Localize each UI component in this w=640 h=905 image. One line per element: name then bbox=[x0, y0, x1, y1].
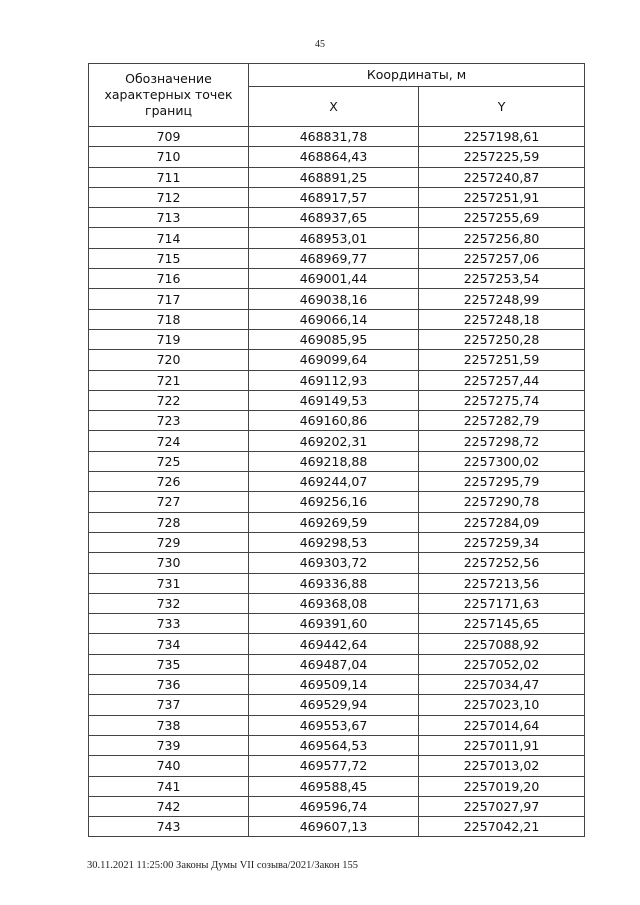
cell-point: 710 bbox=[89, 147, 249, 167]
cell-y: 2257034,47 bbox=[419, 675, 585, 695]
cell-y: 2257042,21 bbox=[419, 817, 585, 837]
cell-y: 2257250,28 bbox=[419, 329, 585, 349]
cell-y: 2257300,02 bbox=[419, 451, 585, 471]
table-row bbox=[89, 776, 585, 796]
cell-y: 2257145,65 bbox=[419, 614, 585, 634]
cell-y: 2257255,69 bbox=[419, 208, 585, 228]
cell-x: 469244,07 bbox=[249, 472, 419, 492]
cell-y: 2257013,02 bbox=[419, 756, 585, 776]
cell-point: 743 bbox=[89, 817, 249, 837]
table-row bbox=[89, 228, 585, 248]
cell-point: 736 bbox=[89, 675, 249, 695]
cell-point: 711 bbox=[89, 167, 249, 187]
cell-x: 469099,64 bbox=[249, 350, 419, 370]
cell-x: 468937,65 bbox=[249, 208, 419, 228]
table-row bbox=[89, 695, 585, 715]
cell-point: 741 bbox=[89, 776, 249, 796]
cell-x: 469149,53 bbox=[249, 390, 419, 410]
cell-x: 469298,53 bbox=[249, 532, 419, 552]
cell-y: 2257259,34 bbox=[419, 532, 585, 552]
cell-y: 2257052,02 bbox=[419, 654, 585, 674]
cell-x: 469553,67 bbox=[249, 715, 419, 735]
cell-x: 468831,78 bbox=[249, 127, 419, 147]
cell-x: 469509,14 bbox=[249, 675, 419, 695]
cell-point: 721 bbox=[89, 370, 249, 390]
cell-point: 735 bbox=[89, 654, 249, 674]
cell-x: 469577,72 bbox=[249, 756, 419, 776]
table-row bbox=[89, 472, 585, 492]
cell-y: 2257014,64 bbox=[419, 715, 585, 735]
cell-point: 739 bbox=[89, 735, 249, 755]
cell-y: 2257275,74 bbox=[419, 390, 585, 410]
cell-point: 714 bbox=[89, 228, 249, 248]
header-x: X bbox=[249, 87, 419, 127]
cell-x: 469442,64 bbox=[249, 634, 419, 654]
coordinates-table bbox=[88, 63, 585, 837]
table-row bbox=[89, 796, 585, 816]
table-row bbox=[89, 532, 585, 552]
cell-x: 469160,86 bbox=[249, 411, 419, 431]
cell-x: 469202,31 bbox=[249, 431, 419, 451]
cell-y: 2257252,56 bbox=[419, 553, 585, 573]
cell-point: 740 bbox=[89, 756, 249, 776]
cell-point: 719 bbox=[89, 329, 249, 349]
table-row bbox=[89, 593, 585, 613]
header-y: Y bbox=[419, 87, 585, 127]
cell-y: 2257257,44 bbox=[419, 370, 585, 390]
table-row bbox=[89, 715, 585, 735]
cell-x: 469607,13 bbox=[249, 817, 419, 837]
cell-point: 723 bbox=[89, 411, 249, 431]
cell-x: 469391,60 bbox=[249, 614, 419, 634]
table-row bbox=[89, 370, 585, 390]
cell-y: 2257019,20 bbox=[419, 776, 585, 796]
table-row bbox=[89, 167, 585, 187]
cell-y: 2257251,59 bbox=[419, 350, 585, 370]
cell-point: 729 bbox=[89, 532, 249, 552]
cell-y: 2257248,18 bbox=[419, 309, 585, 329]
table-row bbox=[89, 187, 585, 207]
cell-x: 469596,74 bbox=[249, 796, 419, 816]
cell-y: 2257290,78 bbox=[419, 492, 585, 512]
cell-point: 722 bbox=[89, 390, 249, 410]
cell-y: 2257248,99 bbox=[419, 289, 585, 309]
cell-x: 469269,59 bbox=[249, 512, 419, 532]
cell-point: 713 bbox=[89, 208, 249, 228]
cell-y: 2257023,10 bbox=[419, 695, 585, 715]
cell-y: 2257256,80 bbox=[419, 228, 585, 248]
cell-point: 742 bbox=[89, 796, 249, 816]
cell-x: 469066,14 bbox=[249, 309, 419, 329]
cell-point: 724 bbox=[89, 431, 249, 451]
cell-point: 728 bbox=[89, 512, 249, 532]
cell-point: 725 bbox=[89, 451, 249, 471]
table-row bbox=[89, 350, 585, 370]
cell-x: 469085,95 bbox=[249, 329, 419, 349]
cell-x: 468917,57 bbox=[249, 187, 419, 207]
cell-x: 469368,08 bbox=[249, 593, 419, 613]
table-row bbox=[89, 309, 585, 329]
cell-point: 737 bbox=[89, 695, 249, 715]
cell-x: 468953,01 bbox=[249, 228, 419, 248]
cell-x: 469336,88 bbox=[249, 573, 419, 593]
cell-x: 469529,94 bbox=[249, 695, 419, 715]
cell-point: 727 bbox=[89, 492, 249, 512]
cell-x: 469112,93 bbox=[249, 370, 419, 390]
table-row bbox=[89, 735, 585, 755]
cell-x: 468891,25 bbox=[249, 167, 419, 187]
cell-point: 732 bbox=[89, 593, 249, 613]
table-row bbox=[89, 390, 585, 410]
cell-y: 2257198,61 bbox=[419, 127, 585, 147]
cell-point: 738 bbox=[89, 715, 249, 735]
cell-x: 469256,16 bbox=[249, 492, 419, 512]
table-row bbox=[89, 675, 585, 695]
table-row bbox=[89, 756, 585, 776]
table-row bbox=[89, 512, 585, 532]
cell-point: 733 bbox=[89, 614, 249, 634]
cell-y: 2257240,87 bbox=[419, 167, 585, 187]
table-row bbox=[89, 329, 585, 349]
table-row bbox=[89, 614, 585, 634]
table-row bbox=[89, 817, 585, 837]
table-row bbox=[89, 147, 585, 167]
cell-y: 2257171,63 bbox=[419, 593, 585, 613]
cell-y: 2257027,97 bbox=[419, 796, 585, 816]
cell-point: 715 bbox=[89, 248, 249, 268]
table-row bbox=[89, 634, 585, 654]
cell-point: 709 bbox=[89, 127, 249, 147]
table-header bbox=[89, 64, 585, 127]
cell-y: 2257213,56 bbox=[419, 573, 585, 593]
cell-y: 2257257,06 bbox=[419, 248, 585, 268]
cell-y: 2257253,54 bbox=[419, 269, 585, 289]
cell-y: 2257298,72 bbox=[419, 431, 585, 451]
cell-point: 726 bbox=[89, 472, 249, 492]
table-row bbox=[89, 289, 585, 309]
cell-y: 2257225,59 bbox=[419, 147, 585, 167]
cell-point: 712 bbox=[89, 187, 249, 207]
cell-point: 734 bbox=[89, 634, 249, 654]
table-row bbox=[89, 431, 585, 451]
cell-x: 469038,16 bbox=[249, 289, 419, 309]
cell-x: 469564,53 bbox=[249, 735, 419, 755]
cell-point: 731 bbox=[89, 573, 249, 593]
cell-point: 718 bbox=[89, 309, 249, 329]
cell-y: 2257284,09 bbox=[419, 512, 585, 532]
cell-x: 469487,04 bbox=[249, 654, 419, 674]
cell-y: 2257282,79 bbox=[419, 411, 585, 431]
cell-x: 469218,88 bbox=[249, 451, 419, 471]
cell-y: 2257088,92 bbox=[419, 634, 585, 654]
table-body bbox=[89, 127, 585, 837]
cell-y: 2257251,91 bbox=[419, 187, 585, 207]
document-footer: 30.11.2021 11:25:00 Законы Думы VII созыва/2021/Закон 155 bbox=[87, 860, 359, 871]
cell-x: 469588,45 bbox=[249, 776, 419, 796]
cell-y: 2257295,79 bbox=[419, 472, 585, 492]
table-row bbox=[89, 654, 585, 674]
table-row bbox=[89, 127, 585, 147]
table-row bbox=[89, 248, 585, 268]
cell-x: 468969,77 bbox=[249, 248, 419, 268]
cell-x: 469303,72 bbox=[249, 553, 419, 573]
cell-point: 730 bbox=[89, 553, 249, 573]
table-row bbox=[89, 553, 585, 573]
header-coordinates: Координаты, м bbox=[249, 64, 585, 87]
cell-point: 716 bbox=[89, 269, 249, 289]
cell-y: 2257011,91 bbox=[419, 735, 585, 755]
cell-x: 469001,44 bbox=[249, 269, 419, 289]
cell-x: 468864,43 bbox=[249, 147, 419, 167]
table-row bbox=[89, 208, 585, 228]
cell-point: 720 bbox=[89, 350, 249, 370]
cell-point: 717 bbox=[89, 289, 249, 309]
table-row bbox=[89, 492, 585, 512]
table-row bbox=[89, 269, 585, 289]
table-row bbox=[89, 451, 585, 471]
table-row bbox=[89, 573, 585, 593]
header-point-designation: Обозначение характерных точек границ bbox=[89, 64, 249, 127]
page-number: 45 bbox=[315, 39, 325, 50]
table-row bbox=[89, 411, 585, 431]
